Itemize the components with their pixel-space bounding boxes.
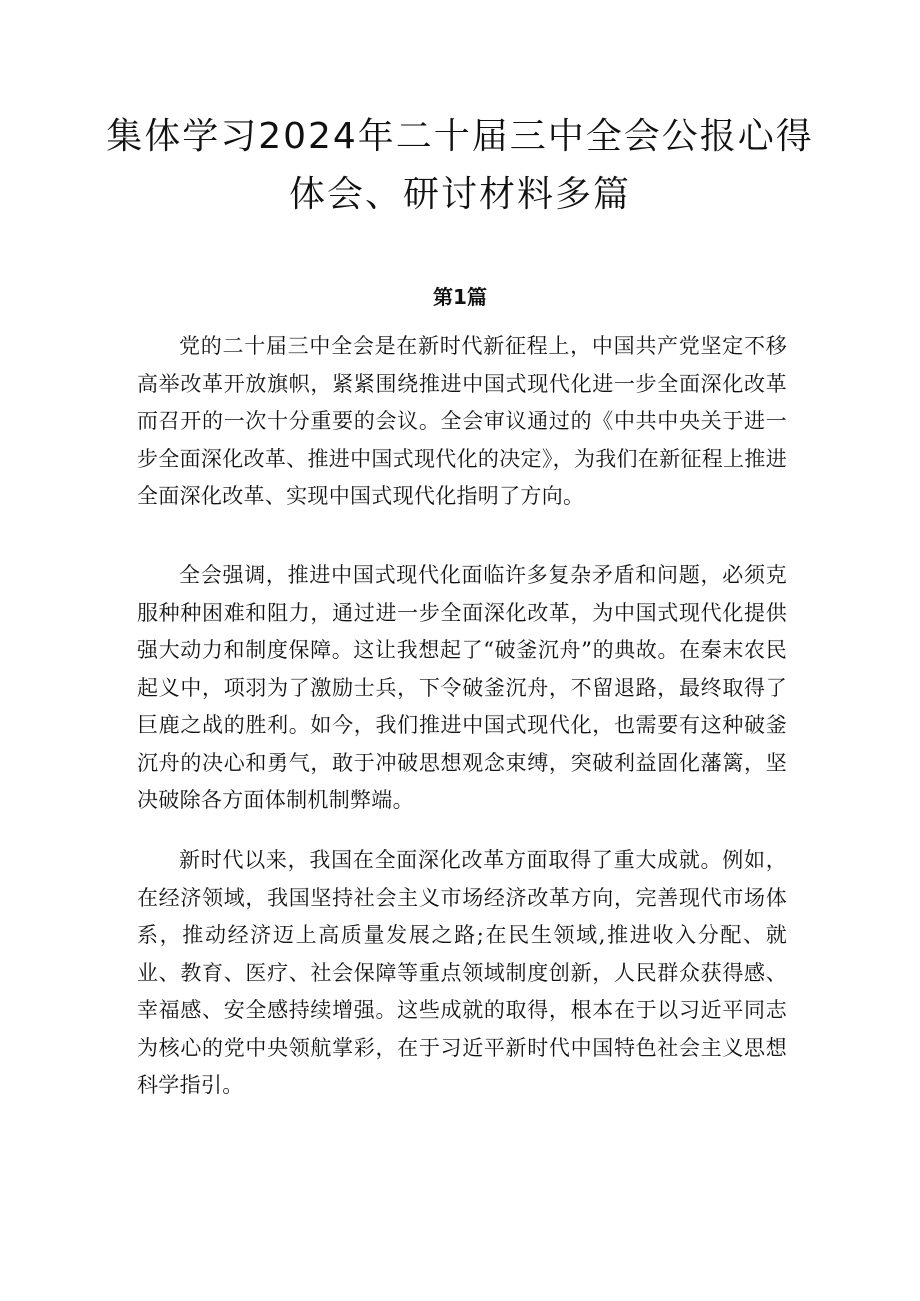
- document-title: [0, 108, 920, 224]
- body-paragraph-1: 党的二十届三中全会是在新时代新征程上，中国共产党坚定不移高举改革开放旗帜，紧紧围绕推进中国式现代化进一步全面深化改革而召开的一次十分重要的会议。全会审议通过的《中共中央关于进一步全面深化改革、推进中国式现代化的决定》，为我们在新征程上推进全面深化改革、实现中国式现代化指明了方向。: [137, 334, 787, 508]
- body-paragraph-2: 全会强调，推进中国式现代化面临许多复杂矛盾和问题，必须克服种种困难和阻力，通过进一步全面深化改革，为中国式现代化提供强大动力和制度保障。这让我想起了“破釜沉舟”的典故。在秦末农民起义中，项羽为了激励士兵，下令破釜沉舟，不留退路，最终取得了巨鹿之战的胜利。如今，我们推进中国式现代化，也需要有这种破釜沉舟的决心和勇气，敢于冲破思想观念束缚，突破利益固化藩篱，坚决破除各方面体制机制弊端。: [137, 563, 787, 812]
- document-title-line-1: 集体学习2024年二十届三中全会公报心得: [106, 116, 814, 157]
- section-heading: 第1篇: [433, 285, 487, 309]
- body-paragraph-3: 新时代以来，我国在全面深化改革方面取得了重大成就。例如，在经济领域，我国坚持社会主义市场经济改革方向，完善现代市场体系，推动经济迈上高质量发展之路;在民生领域,推进收入分配、就业、教育、医疗、社会保障等重点领域制度创新，人民群众获得感、幸福感、安全感持续增强。这些成就的取得，根本在于以习近平同志为核心的党中央领航掌彩，在于习近平新时代中国特色社会主义思想科学指引。: [137, 848, 787, 1097]
- document-title-line-2: 体会、研讨材料多篇: [288, 174, 631, 215]
